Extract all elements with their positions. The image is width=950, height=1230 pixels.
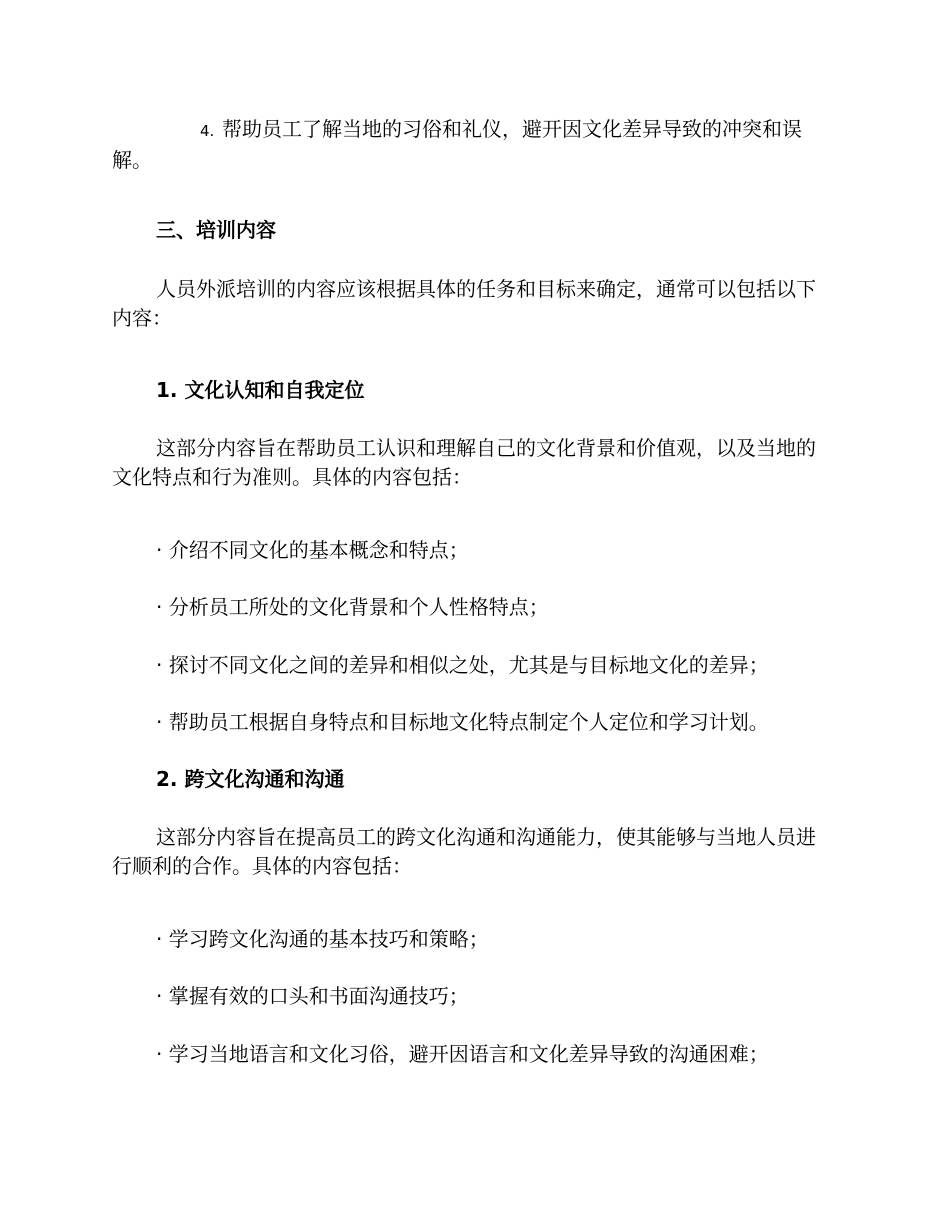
list-number: 4. bbox=[200, 122, 215, 140]
subsection-1-paragraph: 这部分内容旨在帮助员工认识和理解自己的文化背景和价值观，以及当地的文化特点和行为准则。具体的内容包括： bbox=[112, 436, 816, 489]
bullet-item: · 探讨不同文化之间的差异和相似之处，尤其是与目标地文化的差异； bbox=[156, 653, 769, 677]
subsection-heading-1: 1. 文化认知和自我定位 bbox=[156, 378, 365, 402]
bullet-item: · 学习跨文化沟通的基本技巧和策略； bbox=[156, 927, 489, 951]
bullet-item: · 介绍不同文化的基本概念和特点； bbox=[156, 538, 469, 562]
list-item-text: 帮助员工了解当地的习俗和礼仪，避开因文化差异导致的冲突和误解。 bbox=[112, 117, 802, 172]
section-heading: 三、培训内容 bbox=[156, 218, 276, 242]
subsection-2-paragraph: 这部分内容旨在提高员工的跨文化沟通和沟通能力，使其能够与当地人员进行顺利的合作。具体的内容包括： bbox=[112, 825, 816, 878]
section-intro-paragraph: 人员外派培训的内容应该根据具体的任务和目标来确定，通常可以包括以下内容： bbox=[112, 277, 816, 330]
bullet-item: · 帮助员工根据自身特点和目标地文化特点制定个人定位和学习计划。 bbox=[156, 710, 769, 734]
subsection-heading-2: 2. 跨文化沟通和沟通 bbox=[156, 767, 345, 791]
bullet-item: · 掌握有效的口头和书面沟通技巧； bbox=[156, 984, 469, 1008]
bullet-item: · 学习当地语言和文化习俗，避开因语言和文化差异导致的沟通困难； bbox=[156, 1042, 769, 1066]
list-item-4 bbox=[112, 115, 834, 175]
bullet-item: · 分析员工所处的文化背景和个人性格特点； bbox=[156, 595, 549, 619]
